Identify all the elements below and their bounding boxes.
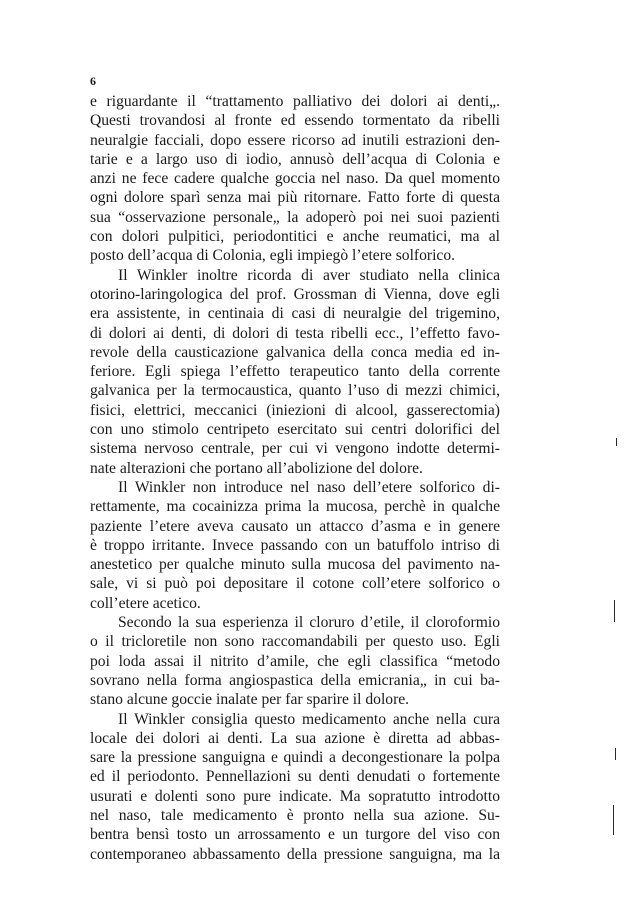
text-line: stano alcune goccie inalate per far sparire il dolore. (90, 691, 410, 709)
text-line: anzi ne fece cadere qualche goccia nel naso. Da quel momento (90, 170, 500, 188)
text-line: fisici, elettrici, meccanici (iniezioni di alcool, gasserectomia) (90, 401, 500, 419)
text-line: galvanica per la termocaustica, quanto l’uso di mezzi chimici, (90, 382, 500, 400)
text-line: contemporaneo abbassamento della pressione sanguigna, ma la (90, 845, 500, 863)
scan-mark (616, 438, 617, 446)
page-number: 6 (90, 74, 96, 88)
text-line: nate alterazioni che portano all’abolizione del dolore. (90, 459, 423, 477)
text-line: anestetico per qualche minuto sulla mucosa del pavimento na- (90, 556, 500, 574)
text-line: ed il periodonto. Pennellazioni su denti denudati o fortemente (90, 768, 500, 786)
text-line: di dolori ai denti, di dolori di testa ribelli ecc., l’effetto favo- (90, 324, 500, 342)
scan-mark (613, 805, 614, 835)
text-line: è troppo irritante. Invece passando con un batuffolo intriso di (90, 536, 500, 554)
text-line: tarie e a largo uso di iodio, annusò dell’acqua di Colonia e (90, 150, 500, 168)
text-line: usurati e dolenti sono pure indicate. Ma sopratutto introdotto (90, 787, 500, 805)
text-line: sare la pressione sanguigna e quindi a decongestionare la polpa (90, 749, 500, 767)
text-line: e riguardante il “trattamento palliativo dei dolori ai denti„. (90, 93, 500, 110)
text-line: Il Winkler inoltre ricorda di aver studiato nella clinica (118, 266, 500, 284)
text-line: otorino-laringologica del prof. Grossman di Vienna, dove egli (90, 285, 500, 303)
scan-mark (615, 748, 616, 760)
text-line: Il Winkler non introduce nel naso dell’etere solforico di- (118, 478, 500, 496)
text-line: sistema nervoso centrale, per cui vi vengono indotte determi- (90, 440, 500, 458)
text-line: feriore. Egli spiega l’effetto terapeutico tanto della corrente (90, 363, 500, 381)
text-line: locale dei dolori ai denti. La sua azione è diretta ad abbas- (90, 729, 500, 747)
text-line: nel naso, tale medicamento è pronto nella sua azione. Su- (90, 806, 500, 824)
text-line: o il tricloretile non sono raccomandabili per questo uso. Egli (90, 633, 500, 651)
text-line: coll’etere acetico. (90, 594, 201, 612)
text-line: poi loda assai il nitrito d’amile, che egli classifica “metodo (90, 652, 500, 670)
body-text (90, 92, 500, 864)
text-line: Il Winkler consiglia questo medicamento anche nella cura (118, 710, 500, 728)
text-line: revole della causticazione galvanica della conca media ed in- (90, 343, 500, 361)
text-line: neuralgie facciali, dopo essere ricorso ad inutili estrazioni den- (90, 131, 500, 149)
text-line: sua “osservazione personale„ la adoperò poi nei suoi pazienti (90, 208, 500, 226)
text-line: paziente l’etere aveva causato un attacco d’asma e in genere (90, 517, 500, 535)
text-line: posto dell’acqua di Colonia, egli impiegò l’etere solforico. (90, 247, 456, 265)
text-line: era assistente, in centinaia di casi di neuralgie del trigemino, (90, 305, 500, 323)
text-line: Questi trovandosi al fronte ed essendo tormentato da ribelli (90, 112, 500, 130)
text-line: sale, vi si può poi depositare il cotone coll’etere solforico o (90, 575, 500, 593)
text-line: rettamente, ma cocainizza prima la mucosa, perchè in qualche (90, 498, 500, 516)
text-line: con uno stimolo centripeto esercitato sui centri dolorifici del (90, 421, 500, 439)
text-line: bentra bensì tosto un arrossamento e un turgore del viso con (90, 826, 500, 844)
text-line: ogni dolore sparì senza mai più ritornare. Fatto forte di questa (90, 189, 500, 207)
text-line: con dolori pulpitici, periodontitici e anche reumatici, ma al (90, 228, 500, 246)
text-line: Secondo la sua esperienza il cloruro d’etile, il cloroformio (118, 614, 500, 632)
scan-mark (614, 600, 615, 622)
text-line: sovrano nella forma angiospastica della emicrania„ in cui ba- (90, 671, 500, 689)
